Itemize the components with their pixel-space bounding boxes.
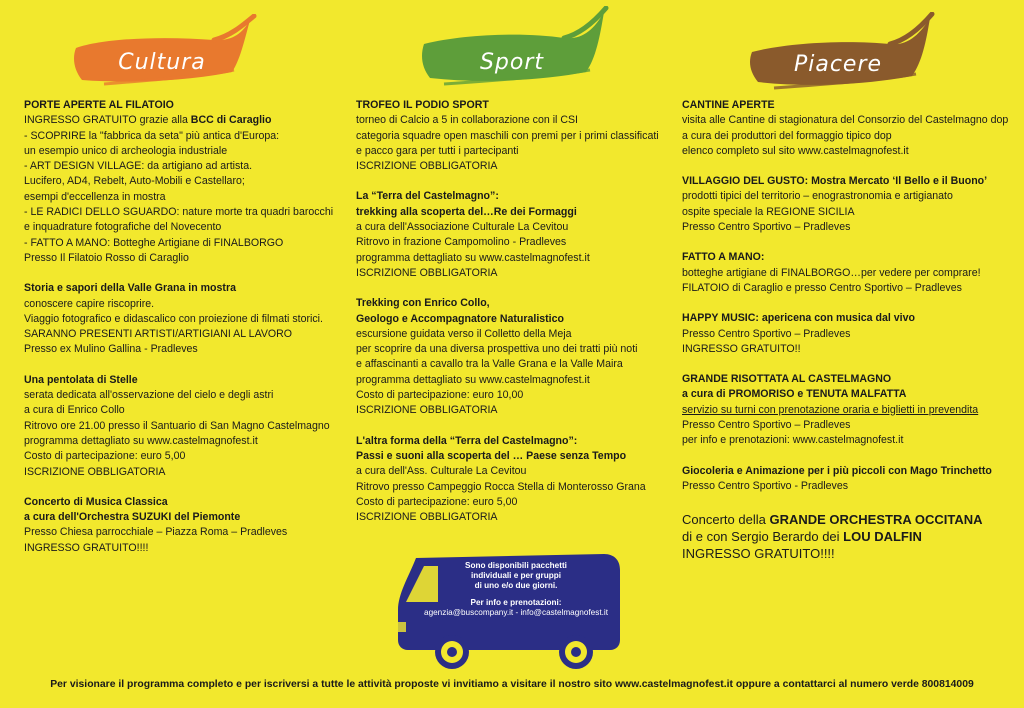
filatoio-line: Lucifero, AD4, Rebelt, Auto-Mobili e Castellaro; [24, 175, 245, 188]
concerto-title2: a cura dell'Orchestra SUZUKI del Piemonte [24, 511, 241, 524]
cantine-line: a cura dei produttori del formaggio tipico dop [682, 129, 892, 142]
filatoio-line: Presso Il Filatoio Rosso di Caraglio [24, 251, 189, 264]
cantine-title: CANTINE APERTE [682, 99, 775, 111]
collo-line: e affascinanti a cavallo tra la Valle Grana e la Valle Maira [356, 358, 623, 371]
filatoio-line: - ART DESIGN VILLAGE: da artigiano ad artista. [24, 160, 253, 173]
stelle-line: Ritrovo ore 21.00 presso il Santuario di San Magno Castelmagno [24, 419, 330, 432]
storia-line: conoscere capire riscoprire. [24, 297, 155, 310]
concerto-line: INGRESSO GRATUITO!!!! [24, 541, 149, 554]
trofeo-line: categoria squadre open maschili con premi per i primi classificati [356, 129, 659, 142]
terra-line: a cura dell'Associazione Culturale La Cevitou [356, 221, 569, 234]
storia-line: Presso ex Mulino Gallina - Pradleves [24, 343, 198, 356]
bus-text-line: Sono disponibili pacchetti [465, 561, 567, 570]
trofeo-line: torneo di Calcio a 5 in collaborazione con il CSI [356, 114, 579, 127]
trofeo-title: TROFEO IL PODIO SPORT [356, 99, 489, 111]
concerto-title: Concerto di Musica Classica [24, 495, 168, 508]
bus-text-line: individuali e per gruppi [470, 571, 562, 580]
stelle-line: serata dedicata all'osservazione del cielo e degli astri [24, 389, 274, 402]
happy-title: HAPPY MUSIC: apericena con musica dal vivo [682, 312, 915, 325]
altra-title: L'altra forma della “Terra del Castelmagno”: [356, 434, 578, 447]
bus-text-line: di uno e/o due giorni. [474, 581, 558, 590]
cultura-label: Cultura [118, 50, 206, 75]
concert-line1-bold: GRANDE ORCHESTRA OCCITANA [769, 512, 983, 528]
storia-line: Viaggio fotografico e didascalico con proiezione di filmati storici. [24, 312, 323, 325]
concert-line1-text: Concerto della [682, 512, 770, 528]
storia-title: Storia e sapori della Valle Grana in mostra [24, 282, 236, 295]
concert-line2-text: di e con Sergio Berardo dei [682, 529, 844, 545]
collo-title: Trekking con Enrico Collo, [356, 297, 490, 310]
risottata-title: GRANDE RISOTTATA AL CASTELMAGNO [682, 373, 892, 386]
stelle-line: a cura di Enrico Collo [24, 404, 125, 417]
terra-line: Ritrovo in frazione Campomolino - Pradleves [356, 236, 567, 249]
stelle-line: Costo di partecipazione: euro 5,00 [24, 450, 186, 463]
risottata-underlined: servizio su turni con prenotazione oraria e biglietti in prevendita [682, 403, 979, 416]
filatoio-line: e inquadrature fotografiche del Novecento [24, 221, 222, 234]
filatoio-line: - LE RADICI DELLO SGUARDO: nature morte tra quadri barocchi [24, 206, 334, 219]
concert-line2-bold: LOU DALFIN [843, 529, 922, 545]
villaggio-line: ospite speciale la REGIONE SICILIA [682, 205, 855, 218]
risottata-title2: a cura di PROMORISO e TENUTA MALFATTA [682, 388, 907, 401]
filatoio-line: un esempio unico di archeologia industriale [24, 144, 228, 157]
fatto-line: FILATOIO di Caraglio e presso Centro Sportivo – Pradleves [682, 281, 962, 294]
bus-info [416, 561, 616, 618]
giocoleria-title: Giocoleria e Animazione per i più piccoli con Mago Trinchetto [682, 464, 992, 477]
trofeo-line: e pacco gara per tutti i partecipanti [356, 144, 519, 157]
bus-contacts: agenzia@buscompany.it - info@castelmagnofest.it [424, 608, 608, 617]
cantine-line: elenco completo sul sito www.castelmagnofest.it [682, 144, 909, 157]
filatoio-ingresso-bold: BCC di Caraglio [190, 114, 272, 127]
fatto-line: botteghe artigiane di FINALBORGO…per vedere per comprare! [682, 266, 981, 279]
trofeo-line: ISCRIZIONE OBBLIGATORIA [356, 160, 498, 173]
concert-line2 [682, 528, 1012, 545]
collo-line: per scoprire da una diversa prospettiva uno dei tratti più noti [356, 343, 638, 356]
risottata-line: Presso Centro Sportivo – Pradleves [682, 419, 851, 432]
terra-title: La “Terra del Castelmagno”: [356, 190, 499, 203]
sport-column [356, 98, 659, 525]
bus-text-line: Per info e prenotazioni: [470, 598, 562, 607]
terra-line: programma dettagliato su www.castelmagnofest.it [356, 251, 590, 264]
villaggio-title: VILLAGGIO DEL GUSTO: Mostra Mercato ‘Il Bello e il Buono’ [682, 175, 988, 188]
happy-line: Presso Centro Sportivo – Pradleves [682, 327, 851, 340]
concert-block [682, 511, 1012, 562]
filatoio-ingresso-text: INGRESSO GRATUITO grazie alla [24, 114, 191, 127]
piacere-header [740, 12, 936, 96]
terra-line: ISCRIZIONE OBBLIGATORIA [356, 266, 498, 279]
collo-title2: Geologo e Accompagnatore Naturalistico [356, 312, 564, 325]
concert-line3: INGRESSO GRATUITO!!!! [682, 546, 835, 562]
filatoio-title: PORTE APERTE AL FILATOIO [24, 99, 174, 111]
stelle-title: Una pentolata di Stelle [24, 373, 138, 386]
happy-line: INGRESSO GRATUITO!! [682, 342, 801, 355]
piacere-column [682, 98, 1012, 562]
giocoleria-line: Presso Centro Sportivo - Pradleves [682, 479, 849, 492]
concerto-line: Presso Chiesa parrocchiale – Piazza Roma – Pradleves [24, 526, 288, 539]
villaggio-line: Presso Centro Sportivo – Pradleves [682, 221, 851, 234]
villaggio-line: prodotti tipici del territorio – enograstronomia e artigianato [682, 190, 953, 203]
collo-line: programma dettagliato su www.castelmagnofest.it [356, 373, 590, 386]
filatoio-line: - FATTO A MANO: Botteghe Artigiane di FINALBORGO [24, 236, 284, 249]
piacere-label: Piacere [793, 52, 883, 77]
filatoio-line: - SCOPRIRE la "fabbrica da seta" più antica d'Europa: [24, 129, 280, 142]
risottata-line: per info e prenotazioni: www.castelmagnofest.it [682, 434, 904, 447]
storia-line: SARANNO PRESENTI ARTISTI/ARTIGIANI AL LAVORO [24, 328, 293, 341]
sport-label: Sport [479, 50, 545, 75]
altra-line: Costo di partecipazione: euro 5,00 [356, 495, 518, 508]
fatto-title: FATTO A MANO: [682, 251, 765, 264]
filatoio-line: esempi d'eccellenza in mostra [24, 190, 166, 203]
collo-line: escursione guidata verso il Colletto della Meja [356, 327, 572, 340]
altra-title2: Passi e suoni alla scoperta del … Paese senza Tempo [356, 449, 627, 462]
cultura-header [64, 14, 260, 94]
sport-header [414, 6, 610, 94]
concert-line1 [682, 511, 1012, 528]
stelle-line: ISCRIZIONE OBBLIGATORIA [24, 465, 166, 478]
footer-text: Per visionare il programma completo e per iscriversi a tutte le attività proposte vi invitiamo a visitare il nostro sito www.castelmagnofest.it oppure a contattarci al numero verde 800814009 [50, 679, 974, 690]
filatoio-ingresso [24, 113, 344, 128]
cultura-column [24, 98, 344, 556]
altra-line: Ritrovo presso Campeggio Rocca Stella di Monterosso Grana [356, 480, 646, 493]
altra-line: ISCRIZIONE OBBLIGATORIA [356, 511, 498, 524]
altra-line: a cura dell'Ass. Culturale La Cevitou [356, 465, 527, 478]
stelle-line: programma dettagliato su www.castelmagnofest.it [24, 434, 258, 447]
terra-title2: trekking alla scoperta del…Re dei Formaggi [356, 205, 577, 218]
collo-line: ISCRIZIONE OBBLIGATORIA [356, 404, 498, 417]
collo-line: Costo di partecipazione: euro 10,00 [356, 389, 524, 402]
cantine-line: visita alle Cantine di stagionatura del Consorzio del Castelmagno dop [682, 114, 1009, 127]
